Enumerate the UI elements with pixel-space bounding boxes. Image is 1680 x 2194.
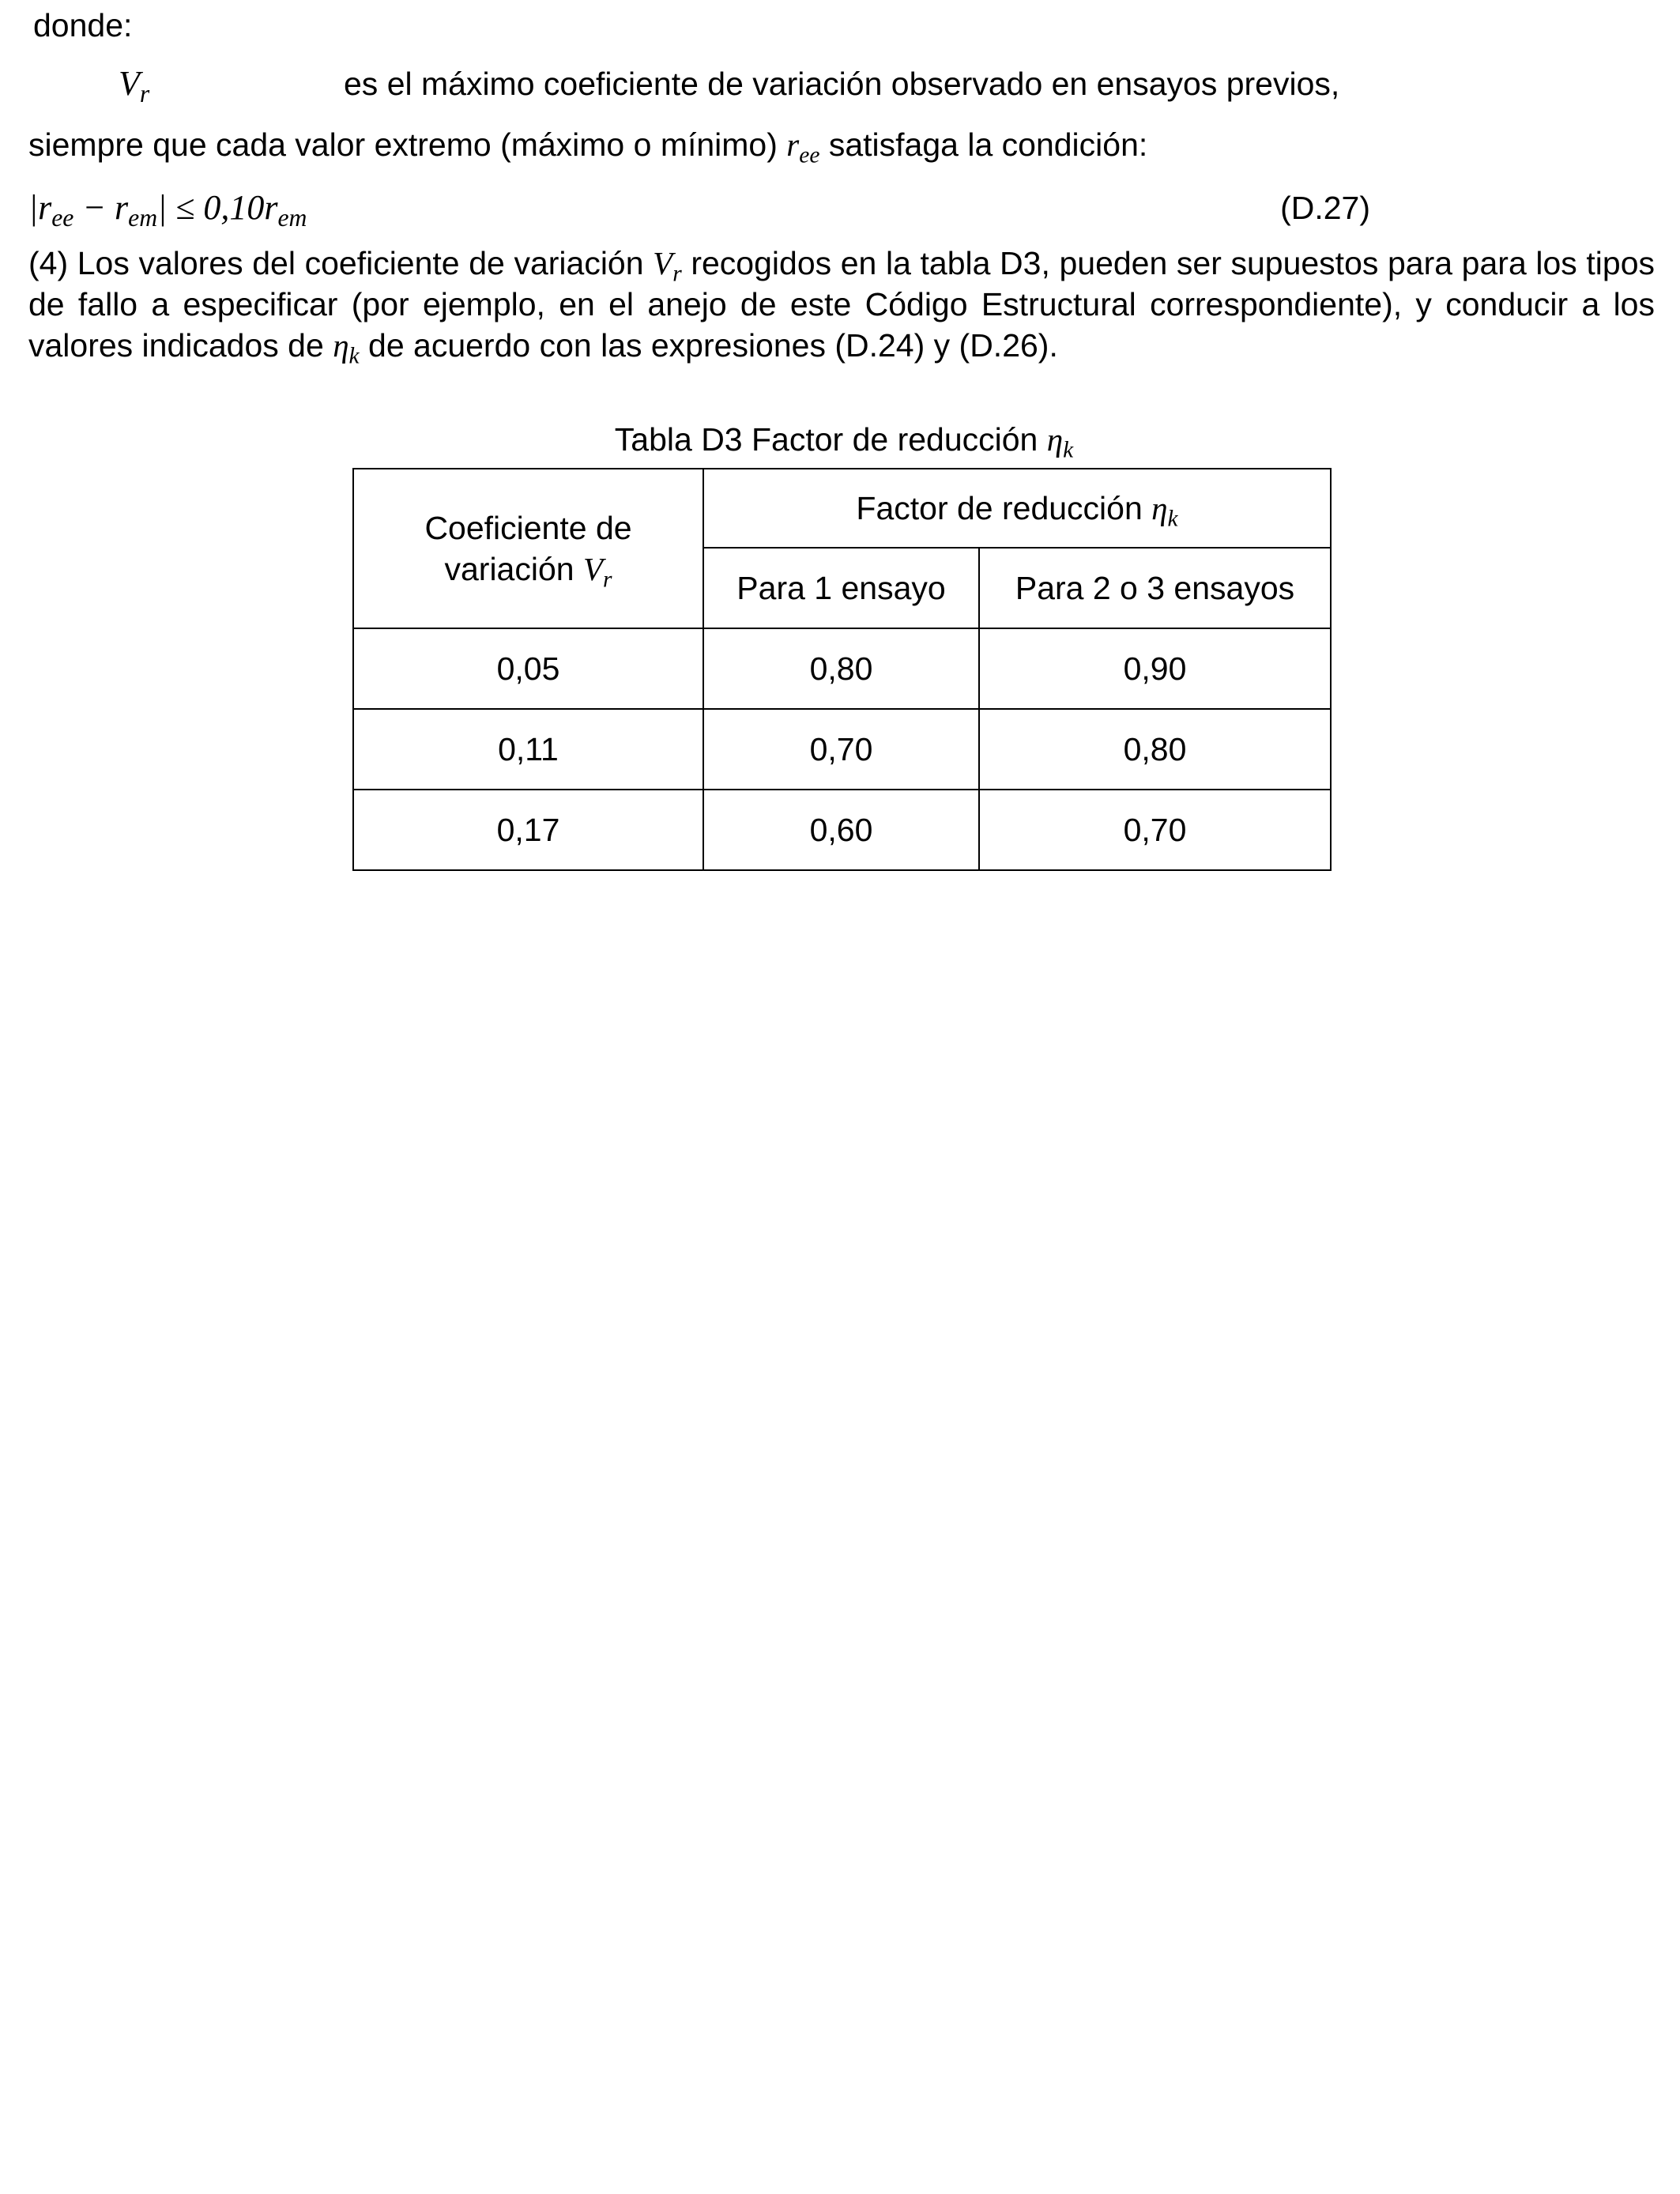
para4-text-c: de acuerdo con las expresiones (D.24) y (D.26). <box>359 327 1058 364</box>
vr-symbol-sub: r <box>139 79 150 107</box>
para4-text-b: recogidos en la tabla D3, pueden ser supuestos para para los tipos de fallo a especificar (por ejemplo, en el anejo de este Código Estructural correspondiente), y conducir a los valores indicados de <box>28 245 1656 364</box>
table-cell-vr: 0,11 <box>353 709 703 790</box>
table-row <box>353 709 1331 790</box>
table-cell-2-3-ensayos: 0,70 <box>979 790 1331 870</box>
header-coef-variacion <box>353 469 703 628</box>
header-coef-line2-text: variación <box>444 551 583 587</box>
table-cell-1-ensayo: 0,70 <box>703 709 979 790</box>
table-cell-2-3-ensayos: 0,80 <box>979 709 1331 790</box>
table-header-row-1 <box>353 469 1331 548</box>
condition-text-after: satisfaga la condición: <box>819 126 1148 163</box>
header-coef-line2 <box>354 548 703 593</box>
condition-text-before: siempre que cada valor extremo (máximo o mínimo) <box>28 126 787 163</box>
para4-eta-base: η <box>333 327 349 364</box>
formula-part-minus: − r <box>73 188 129 227</box>
condition-sentence <box>28 124 1148 168</box>
formula-part-rest: | ≤ 0,10r <box>157 188 278 227</box>
table-cell-2-3-ensayos: 0,90 <box>979 628 1331 709</box>
ree-symbol-sub: ee <box>799 142 820 168</box>
table-row <box>353 790 1331 870</box>
header-factor-reduccion <box>703 469 1331 548</box>
header-factor-text: Factor de reducción <box>856 490 1152 526</box>
table-row <box>353 628 1331 709</box>
table-cell-vr: 0,05 <box>353 628 703 709</box>
table-cell-vr: 0,17 <box>353 790 703 870</box>
para4-text-a: (4) Los valores del coeficiente de variación <box>28 245 654 281</box>
donde-label: donde: <box>33 7 133 43</box>
para4-eta-sub: k <box>348 343 360 369</box>
ree-symbol <box>786 126 820 168</box>
table-caption <box>0 419 1680 463</box>
table-cell-1-ensayo: 0,80 <box>703 628 979 709</box>
para4-vr-symbol <box>653 245 682 287</box>
header-vr-sub: r <box>603 567 612 593</box>
caption-eta-symbol <box>1046 421 1074 463</box>
formula-sub-em-2: em <box>277 203 307 232</box>
header-vr-base: V <box>582 551 604 587</box>
ree-symbol-base: r <box>786 126 800 163</box>
header-coef-line1: Coeficiente de <box>424 510 632 546</box>
vr-symbol <box>119 63 150 107</box>
formula-part-open: |r <box>28 188 52 227</box>
header-para-1-ensayo: Para 1 ensayo <box>703 548 979 628</box>
para4-vr-sub: r <box>672 261 682 287</box>
header-para-2-3-ensayos: Para 2 o 3 ensayos <box>979 548 1331 628</box>
caption-eta-sub: k <box>1063 437 1074 463</box>
formula-sub-em: em <box>128 203 158 232</box>
header-eta-base: η <box>1151 490 1168 526</box>
formula-d27 <box>28 187 307 232</box>
caption-text: Tabla D3 Factor de reducción <box>614 421 1047 458</box>
header-eta-sub: k <box>1167 506 1178 532</box>
paragraph-4 <box>28 243 1656 369</box>
table-cell-1-ensayo: 0,60 <box>703 790 979 870</box>
header-vr-symbol <box>582 551 612 593</box>
vr-definition: es el máximo coeficiente de variación observado en ensayos previos, <box>344 66 1340 102</box>
formula-number: (D.27) <box>1280 190 1370 226</box>
reduction-factor-table <box>352 468 1332 871</box>
para4-vr-base: V <box>653 245 673 281</box>
formula-sub-ee: ee <box>51 203 74 232</box>
para4-eta-symbol <box>333 327 360 369</box>
vr-symbol-base: V <box>119 64 140 103</box>
header-eta-symbol <box>1151 490 1178 532</box>
caption-eta-base: η <box>1046 421 1064 458</box>
